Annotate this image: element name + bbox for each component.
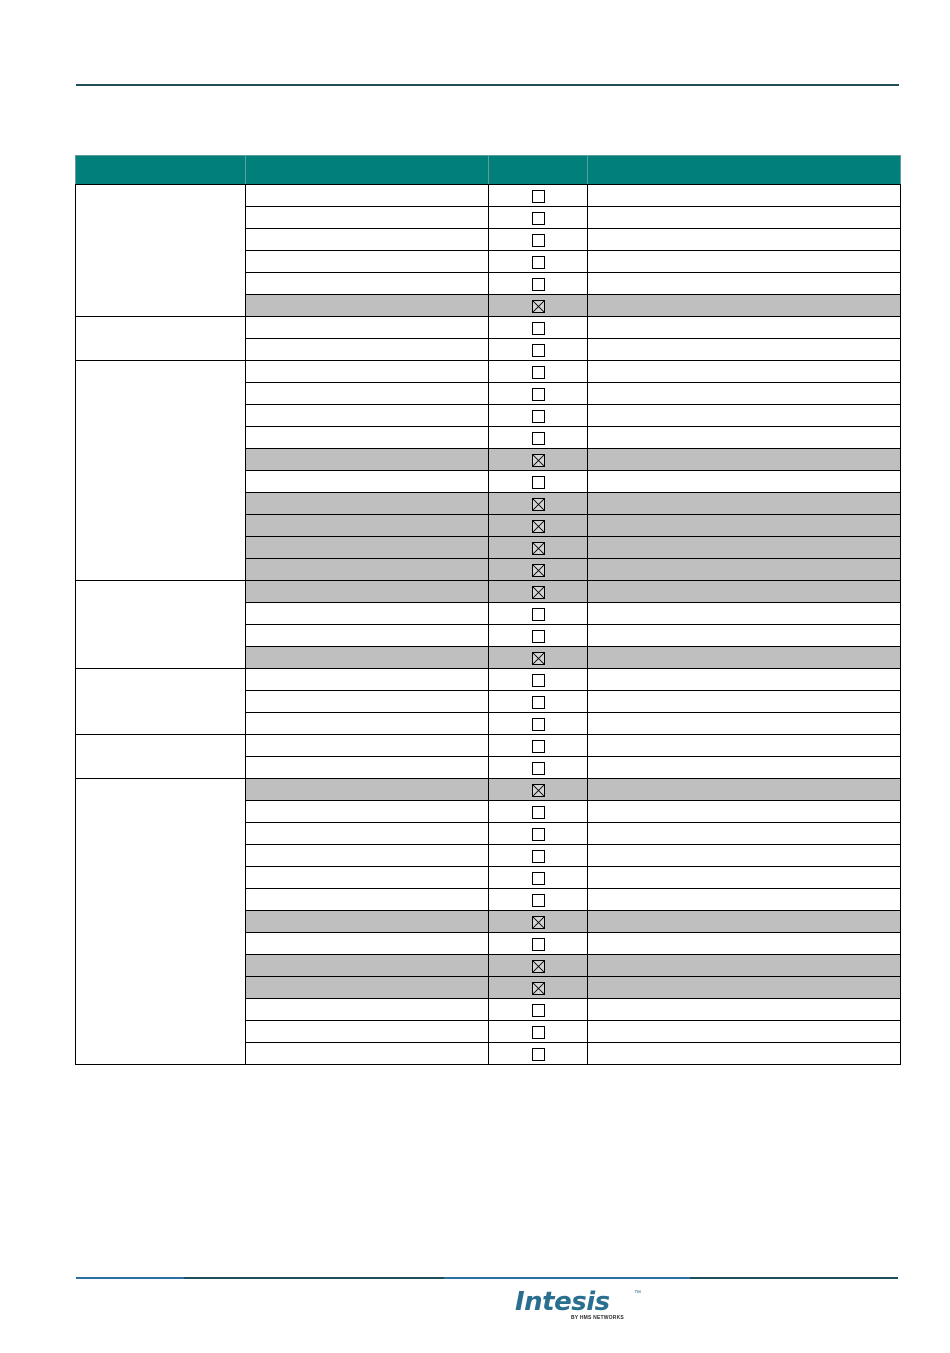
row-checkbox-cell (489, 713, 588, 735)
header-rule (76, 84, 899, 86)
row-description-cell (588, 911, 901, 933)
row-description-cell (588, 757, 901, 779)
row-name-cell (246, 185, 489, 207)
row-checkbox-cell (489, 559, 588, 581)
row-checkbox-cell (489, 273, 588, 295)
row-name-cell (246, 317, 489, 339)
row-name-cell (246, 779, 489, 801)
row-description-cell (588, 383, 901, 405)
row-description-cell (588, 361, 901, 383)
row-name-cell (246, 1043, 489, 1065)
row-checkbox-cell (489, 251, 588, 273)
checkbox-empty[interactable] (532, 696, 545, 709)
row-name-cell (246, 691, 489, 713)
row-description-cell (588, 493, 901, 515)
row-description-cell (588, 647, 901, 669)
row-name-cell (246, 845, 489, 867)
cross-icon (533, 785, 544, 796)
row-name-cell (246, 735, 489, 757)
row-name-cell (246, 911, 489, 933)
logo-wordmark: Intesis (515, 1287, 610, 1317)
row-name-cell (246, 229, 489, 251)
row-name-cell (246, 273, 489, 295)
header-col-3 (489, 156, 588, 185)
row-name-cell (246, 449, 489, 471)
footer-rule-left (76, 1277, 184, 1279)
row-name-cell (246, 625, 489, 647)
checkbox-empty[interactable] (532, 718, 545, 731)
checkbox-empty[interactable] (532, 828, 545, 841)
row-checkbox-cell (489, 757, 588, 779)
row-description-cell (588, 845, 901, 867)
row-checkbox-cell (489, 845, 588, 867)
row-checkbox-cell (489, 911, 588, 933)
row-checkbox-cell (489, 955, 588, 977)
row-name-cell (246, 933, 489, 955)
logo-tagline: BY HMS NETWORKS (571, 1315, 624, 1321)
checkbox-empty[interactable] (532, 234, 545, 247)
row-checkbox-cell (489, 735, 588, 757)
row-checkbox-cell (489, 207, 588, 229)
checkbox-crossed[interactable] (532, 498, 545, 511)
table-row (76, 735, 901, 757)
row-name-cell (246, 207, 489, 229)
row-checkbox-cell (489, 801, 588, 823)
row-name-cell (246, 427, 489, 449)
checkbox-empty[interactable] (532, 1026, 545, 1039)
row-description-cell (588, 515, 901, 537)
row-checkbox-cell (489, 317, 588, 339)
checkbox-crossed[interactable] (532, 300, 545, 313)
row-name-cell (246, 251, 489, 273)
row-description-cell (588, 889, 901, 911)
row-checkbox-cell (489, 933, 588, 955)
row-description-cell (588, 427, 901, 449)
row-description-cell (588, 471, 901, 493)
checkbox-empty[interactable] (532, 476, 545, 489)
row-name-cell (246, 471, 489, 493)
row-checkbox-cell (489, 889, 588, 911)
row-description-cell (588, 1021, 901, 1043)
row-description-cell (588, 251, 901, 273)
row-description-cell (588, 317, 901, 339)
table-body (76, 185, 901, 1065)
checkbox-crossed[interactable] (532, 454, 545, 467)
checkbox-empty[interactable] (532, 938, 545, 951)
row-checkbox-cell (489, 493, 588, 515)
row-name-cell (246, 713, 489, 735)
table-header-row (76, 156, 901, 185)
row-checkbox-cell (489, 449, 588, 471)
group-label-cell (76, 317, 246, 361)
row-description-cell (588, 229, 901, 251)
checkbox-empty[interactable] (532, 432, 545, 445)
checkbox-crossed[interactable] (532, 586, 545, 599)
row-name-cell (246, 867, 489, 889)
row-description-cell (588, 295, 901, 317)
row-description-cell (588, 625, 901, 647)
group-label-cell (76, 735, 246, 779)
cross-icon (533, 983, 544, 994)
parameter-table (75, 155, 901, 1065)
row-name-cell (246, 295, 489, 317)
checkbox-empty[interactable] (532, 1004, 545, 1017)
checkbox-empty[interactable] (532, 850, 545, 863)
checkbox-empty[interactable] (532, 762, 545, 775)
cross-icon (533, 961, 544, 972)
row-checkbox-cell (489, 603, 588, 625)
row-name-cell (246, 405, 489, 427)
checkbox-empty[interactable] (532, 388, 545, 401)
cross-icon (533, 543, 544, 554)
cross-icon (533, 455, 544, 466)
checkbox-empty[interactable] (532, 872, 545, 885)
row-name-cell (246, 493, 489, 515)
checkbox-empty[interactable] (532, 344, 545, 357)
row-checkbox-cell (489, 691, 588, 713)
cross-icon (533, 499, 544, 510)
intesis-logo (515, 1287, 645, 1327)
row-checkbox-cell (489, 581, 588, 603)
row-checkbox-cell (489, 361, 588, 383)
checkbox-empty[interactable] (532, 278, 545, 291)
row-name-cell (246, 955, 489, 977)
row-description-cell (588, 537, 901, 559)
row-checkbox-cell (489, 625, 588, 647)
group-label-cell (76, 669, 246, 735)
row-description-cell (588, 273, 901, 295)
checkbox-empty[interactable] (532, 740, 545, 753)
checkbox-empty[interactable] (532, 894, 545, 907)
checkbox-crossed[interactable] (532, 652, 545, 665)
checkbox-empty[interactable] (532, 630, 545, 643)
row-description-cell (588, 801, 901, 823)
group-label-cell (76, 779, 246, 1065)
row-name-cell (246, 515, 489, 537)
row-checkbox-cell (489, 1021, 588, 1043)
row-name-cell (246, 1021, 489, 1043)
row-checkbox-cell (489, 867, 588, 889)
row-description-cell (588, 405, 901, 427)
cross-icon (533, 917, 544, 928)
row-checkbox-cell (489, 669, 588, 691)
group-label-cell (76, 361, 246, 581)
row-description-cell (588, 559, 901, 581)
checkbox-empty[interactable] (532, 212, 545, 225)
checkbox-empty[interactable] (532, 366, 545, 379)
checkbox-crossed[interactable] (532, 916, 545, 929)
row-name-cell (246, 603, 489, 625)
row-checkbox-cell (489, 977, 588, 999)
row-checkbox-cell (489, 779, 588, 801)
row-description-cell (588, 713, 901, 735)
row-checkbox-cell (489, 229, 588, 251)
cross-icon (533, 521, 544, 532)
checkbox-empty[interactable] (532, 190, 545, 203)
header-col-2 (246, 156, 489, 185)
row-description-cell (588, 603, 901, 625)
checkbox-crossed[interactable] (532, 784, 545, 797)
row-name-cell (246, 383, 489, 405)
checkbox-empty[interactable] (532, 410, 545, 423)
cross-icon (533, 587, 544, 598)
row-name-cell (246, 977, 489, 999)
footer-rule-right (690, 1277, 898, 1279)
checkbox-empty[interactable] (532, 256, 545, 269)
table-row (76, 779, 901, 801)
row-description-cell (588, 669, 901, 691)
row-name-cell (246, 647, 489, 669)
logo-trademark: ™ (634, 1290, 641, 1297)
group-label-cell (76, 581, 246, 669)
row-description-cell (588, 933, 901, 955)
cross-icon (533, 301, 544, 312)
checkbox-empty[interactable] (532, 322, 545, 335)
row-description-cell (588, 977, 901, 999)
row-description-cell (588, 207, 901, 229)
table-row (76, 361, 901, 383)
row-description-cell (588, 185, 901, 207)
table-row (76, 581, 901, 603)
row-checkbox-cell (489, 999, 588, 1021)
row-checkbox-cell (489, 405, 588, 427)
checkbox-empty[interactable] (532, 608, 545, 621)
footer-rule-center (444, 1277, 690, 1279)
row-checkbox-cell (489, 383, 588, 405)
row-description-cell (588, 955, 901, 977)
row-description-cell (588, 449, 901, 471)
header-col-4 (588, 156, 901, 185)
row-name-cell (246, 537, 489, 559)
row-checkbox-cell (489, 1043, 588, 1065)
group-label-cell (76, 185, 246, 317)
row-description-cell (588, 735, 901, 757)
row-checkbox-cell (489, 185, 588, 207)
row-name-cell (246, 559, 489, 581)
row-description-cell (588, 581, 901, 603)
row-name-cell (246, 361, 489, 383)
checkbox-empty[interactable] (532, 674, 545, 687)
row-checkbox-cell (489, 427, 588, 449)
row-description-cell (588, 1043, 901, 1065)
table-row (76, 317, 901, 339)
table-row (76, 669, 901, 691)
row-checkbox-cell (489, 647, 588, 669)
row-description-cell (588, 779, 901, 801)
table-row (76, 185, 901, 207)
header-col-1 (76, 156, 246, 185)
row-description-cell (588, 867, 901, 889)
row-name-cell (246, 999, 489, 1021)
row-name-cell (246, 889, 489, 911)
checkbox-crossed[interactable] (532, 564, 545, 577)
checkbox-empty[interactable] (532, 806, 545, 819)
checkbox-crossed[interactable] (532, 982, 545, 995)
footer-rule-mid (184, 1277, 444, 1279)
row-checkbox-cell (489, 537, 588, 559)
row-description-cell (588, 823, 901, 845)
row-name-cell (246, 823, 489, 845)
row-checkbox-cell (489, 471, 588, 493)
checkbox-crossed[interactable] (532, 960, 545, 973)
row-description-cell (588, 339, 901, 361)
row-name-cell (246, 339, 489, 361)
cross-icon (533, 565, 544, 576)
row-name-cell (246, 669, 489, 691)
row-name-cell (246, 801, 489, 823)
row-checkbox-cell (489, 339, 588, 361)
row-description-cell (588, 999, 901, 1021)
row-description-cell (588, 691, 901, 713)
row-checkbox-cell (489, 823, 588, 845)
cross-icon (533, 653, 544, 664)
row-name-cell (246, 581, 489, 603)
row-checkbox-cell (489, 295, 588, 317)
checkbox-crossed[interactable] (532, 542, 545, 555)
row-name-cell (246, 757, 489, 779)
checkbox-empty[interactable] (532, 1048, 545, 1061)
row-checkbox-cell (489, 515, 588, 537)
checkbox-crossed[interactable] (532, 520, 545, 533)
